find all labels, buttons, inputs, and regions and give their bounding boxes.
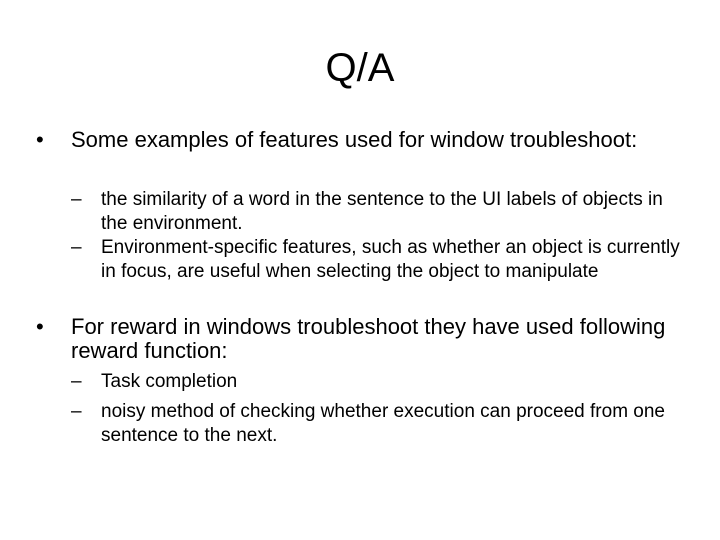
- sub-bullet-text: noisy method of checking whether execution can proceed from one sentence to the next.: [101, 401, 665, 446]
- sub-bullet-marker: –: [71, 237, 82, 258]
- sub-bullet-marker: –: [71, 401, 82, 422]
- sub-bullet-marker: –: [71, 371, 82, 392]
- bullet-item: [36, 128, 676, 152]
- sub-bullet-marker: –: [71, 189, 82, 210]
- sub-bullet-item: [71, 188, 681, 236]
- bullet-text: Some examples of features used for window troubleshoot:: [71, 127, 638, 152]
- bullet-marker: •: [36, 314, 44, 339]
- sub-bullet-text: Environment-specific features, such as whether an object is currently in focus, are useful when selecting the object to manipulate: [101, 237, 680, 282]
- sub-bullet-item: [71, 236, 681, 284]
- bullet-text: For reward in windows troubleshoot they have used following reward function:: [71, 314, 666, 363]
- bullet-item: [36, 315, 676, 363]
- bullet-marker: •: [36, 127, 44, 152]
- sub-bullet-item: [71, 400, 681, 448]
- sub-bullet-text: Task completion: [101, 371, 238, 392]
- slide-title: Q/A: [325, 46, 395, 90]
- sub-bullet-text: the similarity of a word in the sentence to the UI labels of objects in the environment.: [101, 189, 663, 234]
- sub-bullet-item: [71, 370, 681, 394]
